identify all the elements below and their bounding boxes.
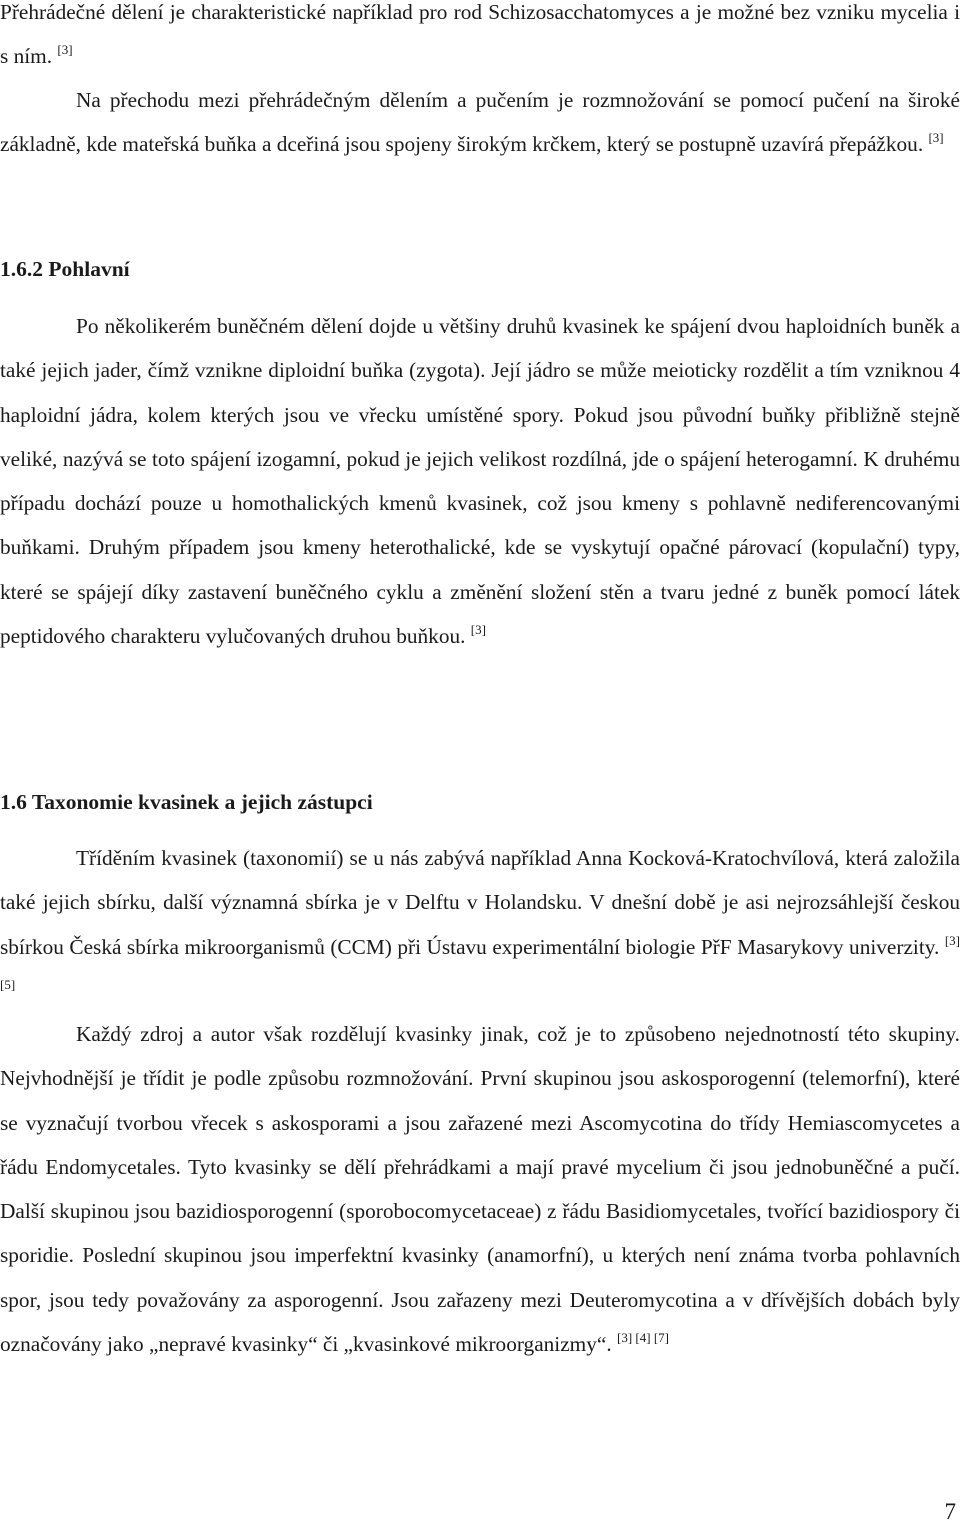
citation-ref: [3]: [470, 622, 486, 638]
paragraph-broad-base-budding: [0, 78, 960, 167]
paragraph-text: Každý zdroj a autor však rozdělují kvasinky jinak, což je to způsobeno nejednotností této skupiny. Nejvhodnější je třídit je podle způsobu rozmnožování. První skupinou jsou askosporogenní (telemorfní), které se vyznačují tvorbou vřecek s askosporami a jsou zařazené mezi Ascomycotina do třídy Hemiascomycetes a řádu Endomycetales. Tyto kvasinky se dělí přehrádkami a mají pravé mycelium či jsou jednobuněčné a pučí. Další skupinou jsou bazidiosporogenní (sporobocomycetaceae) z řádu Basidiomycetales, tvořící bazidiospory či sporidie. Poslední skupinou jsou imperfektní kvasinky (anamorfní), u kterých není známa tvorba pohlavních spor, jsou tedy považovány za asporogenní. Jsou zařazeny mezi Deuteromycotina a v dřívějších dobách byly označovány jako „nepravé kvasinky“ či „kvasinkové mikroorganizmy“.: [0, 1022, 960, 1357]
citation-ref: [3] [4] [7]: [617, 1330, 669, 1346]
paragraph-text: Přehrádečné dělení je charakteristické například pro rod Schizosacchatomyces a je možné bez vzniku mycelia i s ním.: [0, 0, 960, 69]
citation-ref: [3]: [928, 130, 944, 146]
citation-ref: [3]: [57, 42, 73, 58]
paragraph-text: Na přechodu mezi přehrádečným dělením a pučením je rozmnožování se pomocí pučení na široké základně, kde mateřská buňka a dceřiná jsou spojeny širokým krčkem, který se postupně uzavírá přepážkou.: [0, 88, 960, 157]
page-number: 7: [944, 1499, 956, 1524]
section-heading-sexual: 1.6.2 Pohlavní: [0, 257, 130, 281]
paragraph-budding-division: [0, 0, 960, 79]
paragraph-taxonomy-collections: [0, 836, 960, 1013]
paragraph-sexual-reproduction: [0, 304, 960, 658]
paragraph-text: Po několikerém buněčném dělení dojde u většiny druhů kvasinek ke spájení dvou haploidních buněk a také jejich jader, čímž vznikne diploidní buňka (zygota). Její jádro se může meioticky rozdělit a tím vzniknou 4 haploidní jádra, kolem kterých jsou ve vřecku umístěné spory. Pokud jsou původní buňky přibližně stejně veliké, nazývá se toto spájení izogamní, pokud je jejich velikost rozdílná, jde o spájení heterogamní. K druhému případu dochází pouze u homothalických kmenů kvasinek, což jsou kmeny s pohlavně nediferencovanými buňkami. Druhým případem jsou kmeny heterothalické, kde se vyskytují opačné párovací (kopulační) typy, které se spájejí díky zastavení buněčného cyklu a změnění složení stěn a tvaru jedné z buněk pomocí látek peptidového charakteru vylučovaných druhou buňkou.: [0, 314, 960, 649]
paragraph-classification: [0, 1012, 960, 1366]
citation-ref: [3][5]: [0, 932, 960, 992]
paragraph-text: Tříděním kvasinek (taxonomií) se u nás zabývá například Anna Kocková-Kratochvílová, která založila také jejich sbírku, další významná sbírka je v Delftu v Holandsku. V dnešní době je asi nejrozsáhlejší českou sbírkou Česká sbírka mikroorganismů (CCM) při Ústavu experimentální biologie PřF Masarykovy univerzity.: [0, 846, 960, 959]
section-heading-taxonomy: 1.6 Taxonomie kvasinek a jejich zástupci: [0, 790, 373, 814]
